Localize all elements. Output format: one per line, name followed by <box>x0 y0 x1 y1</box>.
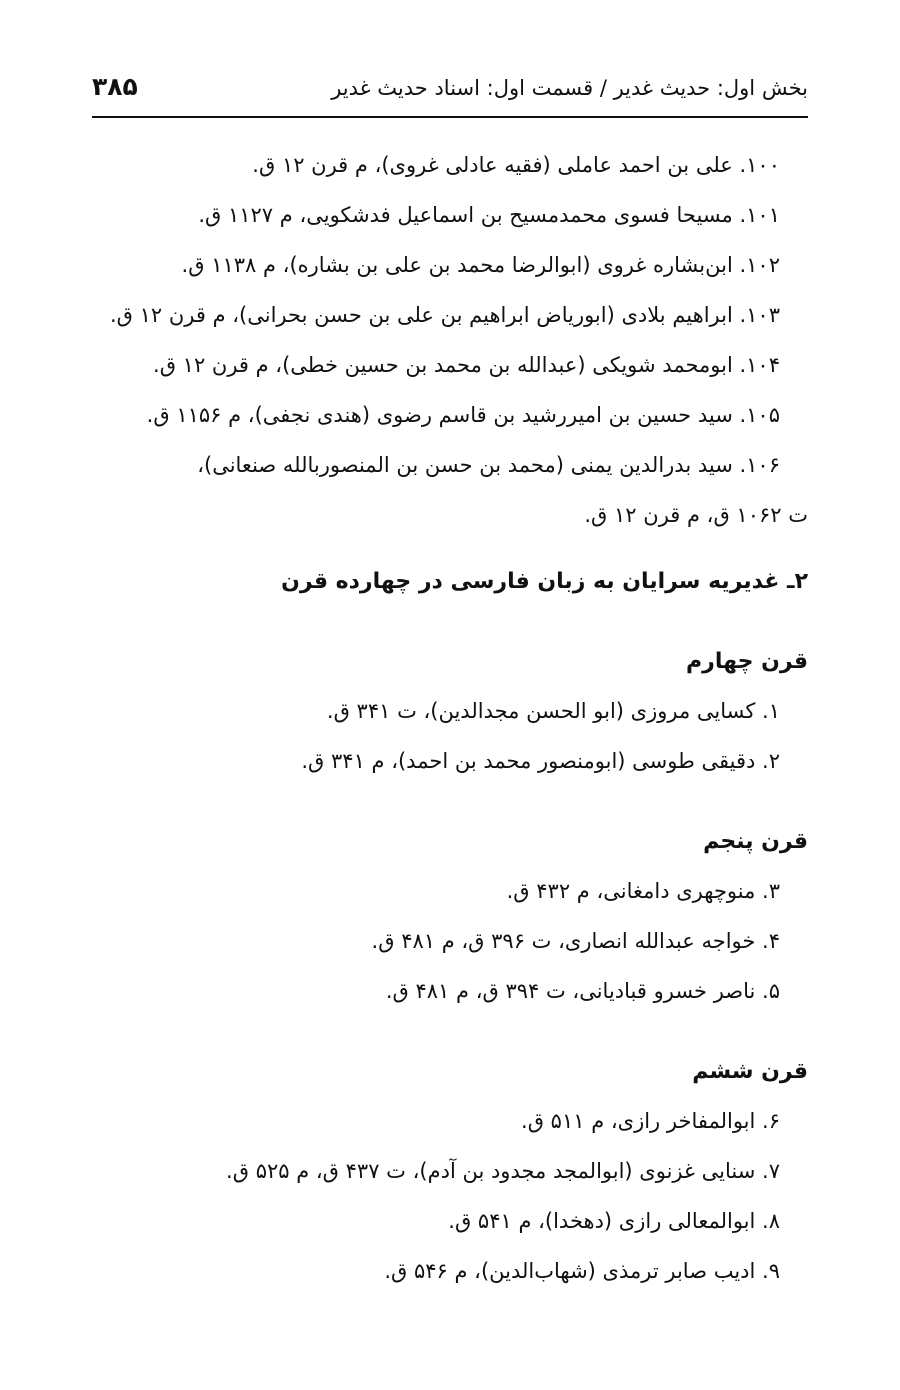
list-item: ۱۰۵. سید حسین بن امیررشید بن قاسم رضوی (هندی نجفی)، م ۱۱۵۶ ق. <box>146 403 780 427</box>
list-item: ۲. دقیقی طوسی (ابومنصور محمد بن احمد)، م ۳۴۱ ق. <box>301 749 780 773</box>
century-heading: قرن ششم <box>692 1059 808 1084</box>
list-item: ۱۰۲. ابن‌بشاره غروی (ابوالرضا محمد بن علی بن بشاره)، م ۱۱۳۸ ق. <box>181 253 780 277</box>
century-heading: قرن چهارم <box>686 649 808 674</box>
list-item: ۴. خواجه عبدالله انصاری، ت ۳۹۶ ق، م ۴۸۱ ق. <box>371 929 780 953</box>
list-item: ۶. ابوالمفاخر رازی، م ۵۱۱ ق. <box>521 1109 780 1133</box>
list-item-continuation: ت ۱۰۶۲ ق، م قرن ۱۲ ق. <box>584 503 808 527</box>
list-item: ۱۰۳. ابراهیم بلادی (ابوریاض ابراهیم بن علی بن حسن بحرانی)، م قرن ۱۲ ق. <box>109 303 780 327</box>
list-item: ۷. سنایی غزنوی (ابوالمجد مجدود بن آدم)، ت ۴۳۷ ق، م ۵۲۵ ق. <box>226 1159 780 1183</box>
list-item: ۸. ابوالمعالی رازی (دهخدا)، م ۵۴۱ ق. <box>448 1209 780 1233</box>
list-item: ۱۰۶. سید بدرالدین یمنی (محمد بن حسن بن المنصوربالله صنعانی)، <box>197 453 780 477</box>
list-item: ۹. ادیب صابر ترمذی (شهاب‌الدین)، م ۵۴۶ ق. <box>384 1259 780 1283</box>
list-item: ۵. ناصر خسرو قبادیانی، ت ۳۹۴ ق، م ۴۸۱ ق. <box>385 979 780 1003</box>
list-item: ۱۰۱. مسیحا فسوی محمدمسیح بن اسماعیل فدشکویی، م ۱۱۲۷ ق. <box>198 203 780 227</box>
list-item: ۳. منوچهری دامغانی، م ۴۳۲ ق. <box>506 879 780 903</box>
list-item: ۱۰۰. علی بن احمد عاملی (فقیه عادلی غروی)، م قرن ۱۲ ق. <box>252 153 780 177</box>
century-heading: قرن پنجم <box>703 829 808 854</box>
section-heading: ۲ـ غدیریه سرایان به زبان فارسی در چهارده قرن <box>281 569 808 594</box>
page-header <box>92 68 808 118</box>
page-number: ۳۸۵ <box>92 72 138 101</box>
running-title: بخش اول: حدیث غدیر / قسمت اول: اسناد حدیث غدیر <box>331 76 808 100</box>
list-item: ۱. کسایی مروزی (ابو الحسن مجدالدین)، ت ۳۴۱ ق. <box>326 699 780 723</box>
list-item: ۱۰۴. ابومحمد شویکی (عبدالله بن محمد بن حسین خطی)، م قرن ۱۲ ق. <box>153 353 780 377</box>
page-content <box>92 140 808 1296</box>
